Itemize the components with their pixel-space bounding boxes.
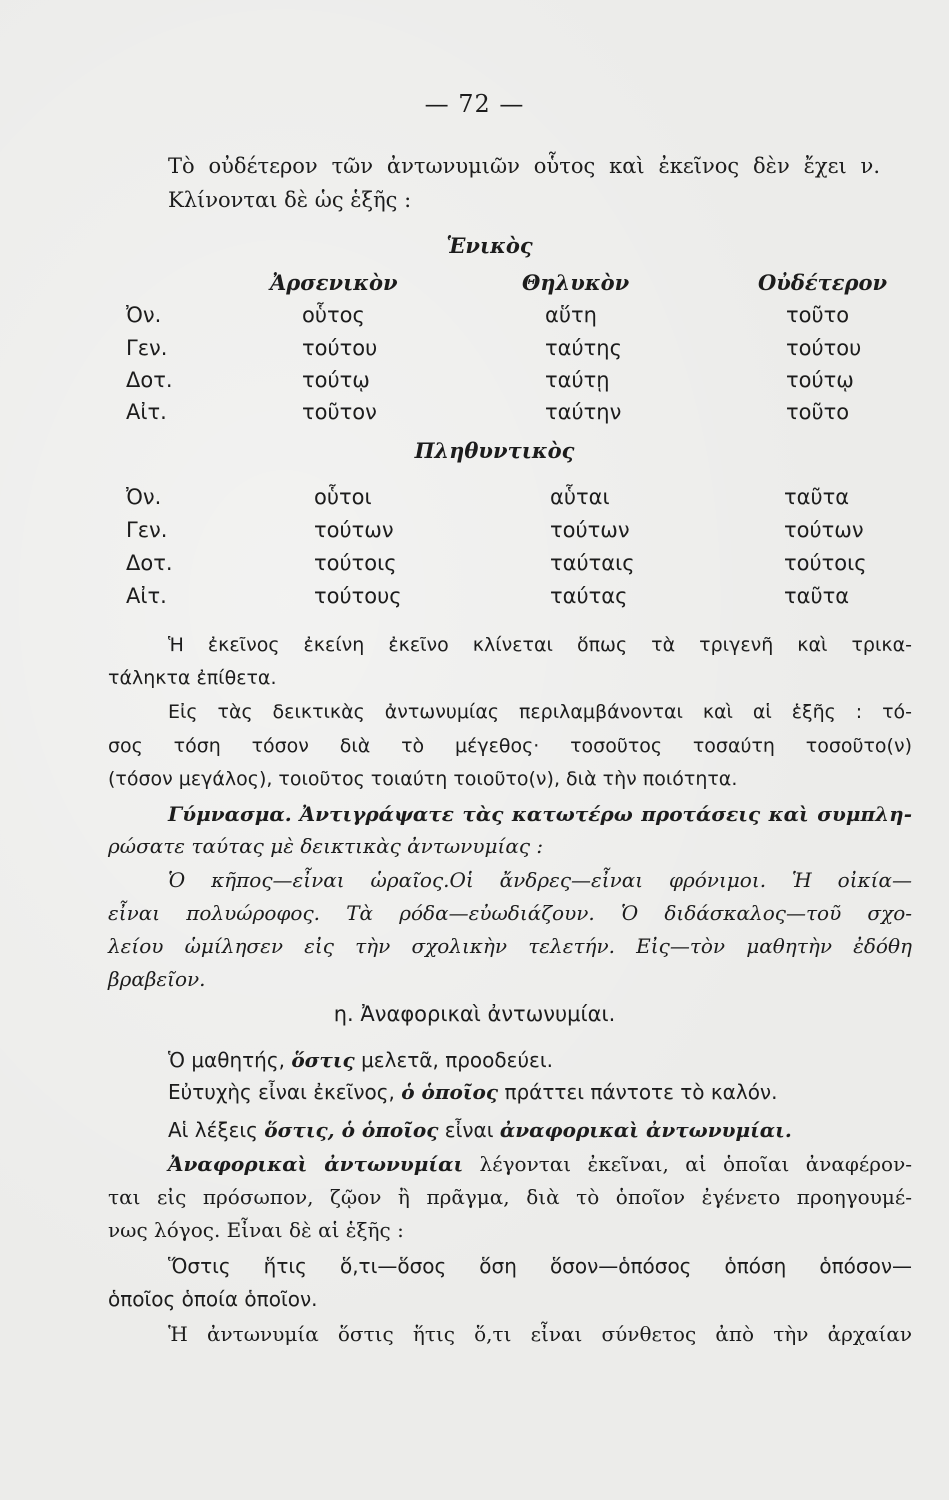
form-feminine: ταύταις [550, 551, 635, 575]
section-heading-relative: η. Ἀναφορικαὶ ἀντωνυμίαι. [333, 1002, 616, 1026]
form-neuter: ταῦτα [784, 584, 850, 608]
text: εἶναι [444, 1118, 494, 1142]
form-masculine: οὗτος [302, 303, 365, 327]
closing-line: Ἡ ἀντωνυμία ὅστις ἥτις ὅ,τι εἶναι σύνθετος ἀπὸ τὴν ἀρχαίαν [168, 1322, 912, 1346]
case-label: Ὀν. [126, 485, 162, 509]
text: μελετᾶ, προοδεύει. [361, 1048, 553, 1072]
intro-line-1: Τὸ οὐδέτερον τῶν ἀντωνυμιῶν οὗτος καὶ ἐκεῖνος δὲν ἔχει ν. [168, 154, 880, 178]
page-number: — 72 — [424, 90, 525, 118]
form-masculine: οὗτοι [314, 485, 372, 509]
form-neuter: τούτων [784, 518, 864, 542]
form-feminine: ταύτην [545, 400, 622, 424]
form-neuter: τούτῳ [786, 368, 854, 392]
relative-sentence-1 [168, 1046, 949, 1074]
relative-sentence-2 [168, 1078, 949, 1106]
form-masculine: τούτους [314, 584, 402, 608]
intro-line-2: Κλίνονται δὲ ὡς ἑξῆς : [168, 188, 412, 212]
definition-line-2: ται εἰς πρόσωπον, ζῷον ἢ πρᾶγμα, διὰ τὸ ὁποῖον ἐγένετο προηγουμέ- [108, 1185, 912, 1209]
case-label: Αἰτ. [126, 400, 167, 424]
exercise-sentence-3: λείου ὡμίλησεν εἰς τὴν σχολικὴν τελετήν. Εἰς—τὸν μαθητὴν ἐδόθη [108, 934, 912, 958]
form-masculine: τούτῳ [302, 368, 370, 392]
relative-sentence-3 [168, 1116, 949, 1144]
definition-term: Ἀναφορικαὶ ἀντωνυμίαι [168, 1152, 464, 1176]
exercise-instruction-1 [168, 800, 912, 828]
form-masculine: τούτου [302, 336, 378, 360]
text: λέγονται ἐκεῖναι, αἱ ὁποῖαι ἀναφέρον- [479, 1152, 912, 1176]
para1-line-1: Ἡ ἐκεῖνος ἐκείνη ἐκεῖνο κλίνεται ὅπως τὰ τριγενῆ καὶ τρικα- [168, 634, 912, 656]
header-neuter: Οὐδέτερον [758, 270, 888, 295]
singular-title: Ἑνικὸς [446, 233, 533, 258]
plural-title: Πληθυντικὸς [414, 438, 575, 463]
form-masculine: τούτοις [314, 551, 397, 575]
header-feminine: Θηλυκὸν [522, 270, 630, 295]
pronoun-list-line-1: Ὅστις ἥτις ὅ,τι—ὅσος ὅση ὅσον—ὁπόσος ὁπόση ὁπόσον— [168, 1254, 912, 1278]
exercise-sentence-1: Ὁ κῆπος—εἶναι ὡραῖος.Οἱ ἄνδρες—εἶναι φρόνιμοι. Ἡ οἰκία— [168, 868, 912, 892]
exercise-sentence-2: εἶναι πολυώροφος. Τὰ ρόδα—εὐωδιάζουν. Ὁ διδάσκαλος—τοῦ σχο- [108, 901, 912, 925]
form-neuter: τούτοις [784, 551, 867, 575]
text: Αἱ λέξεις [168, 1118, 258, 1142]
form-feminine: αὗται [550, 485, 610, 509]
exercise-instruction-text: Ἀντιγράψατε τὰς κατωτέρω προτάσεις καὶ συμπλη- [299, 802, 912, 826]
keyword: ὅστις [291, 1048, 355, 1072]
case-label: Γεν. [126, 518, 168, 542]
keyword: ἀναφορικαὶ ἀντωνυμίαι. [499, 1118, 792, 1142]
para2-line-3: (τόσον μεγάλος), τοιοῦτος τοιαύτη τοιοῦτο(ν), διὰ τὴν ποιότητα. [108, 768, 738, 790]
para1-line-2: τάληκτα ἐπίθετα. [108, 667, 277, 689]
case-label: Γεν. [126, 336, 168, 360]
form-feminine: τούτων [550, 518, 630, 542]
text: Ὁ μαθητής, [168, 1048, 285, 1072]
form-neuter: τοῦτο [786, 303, 850, 327]
case-label: Δοτ. [126, 368, 173, 392]
keyword: ὁ ὁποῖος [401, 1080, 499, 1104]
form-neuter: τούτου [786, 336, 862, 360]
form-feminine: ταύτης [545, 336, 622, 360]
case-label: Ὀν. [126, 303, 162, 327]
pronoun-list-line-2: ὁποῖος ὁποία ὁποῖον. [108, 1287, 318, 1311]
form-feminine: ταύτας [550, 584, 628, 608]
form-neuter: τοῦτο [786, 400, 850, 424]
exercise-instruction-2: ρώσατε ταύτας μὲ δεικτικὰς ἀντωνυμίας : [108, 834, 544, 858]
definition-line-3: νως λόγος. Εἶναι δὲ αἱ ἑξῆς : [108, 1218, 404, 1242]
definition-line-1 [168, 1150, 912, 1178]
header-masculine: Ἀρσενικὸν [270, 270, 398, 295]
para2-line-2: σος τόση τόσον διὰ τὸ μέγεθος· τοσοῦτος τοσαύτη τοσοῦτο(ν) [108, 735, 912, 757]
keyword: ὅστις, ὁ ὁποῖος [264, 1118, 439, 1142]
case-label: Αἰτ. [126, 584, 167, 608]
case-label: Δοτ. [126, 551, 173, 575]
text: πράττει πάντοτε τὸ καλόν. [504, 1080, 778, 1104]
exercise-label: Γύμνασμα. [168, 802, 292, 826]
text: Εὐτυχὴς εἶναι ἐκεῖνος, [168, 1080, 395, 1104]
para2-line-1: Εἰς τὰς δεικτικὰς ἀντωνυμίας περιλαμβάνονται καὶ αἱ ἑξῆς : τό- [168, 701, 912, 723]
form-masculine: τοῦτον [302, 400, 377, 424]
form-neuter: ταῦτα [784, 485, 850, 509]
form-masculine: τούτων [314, 518, 394, 542]
exercise-sentence-4: βραβεῖον. [108, 967, 206, 991]
form-feminine: ταύτῃ [545, 368, 610, 392]
form-feminine: αὕτη [545, 303, 597, 327]
